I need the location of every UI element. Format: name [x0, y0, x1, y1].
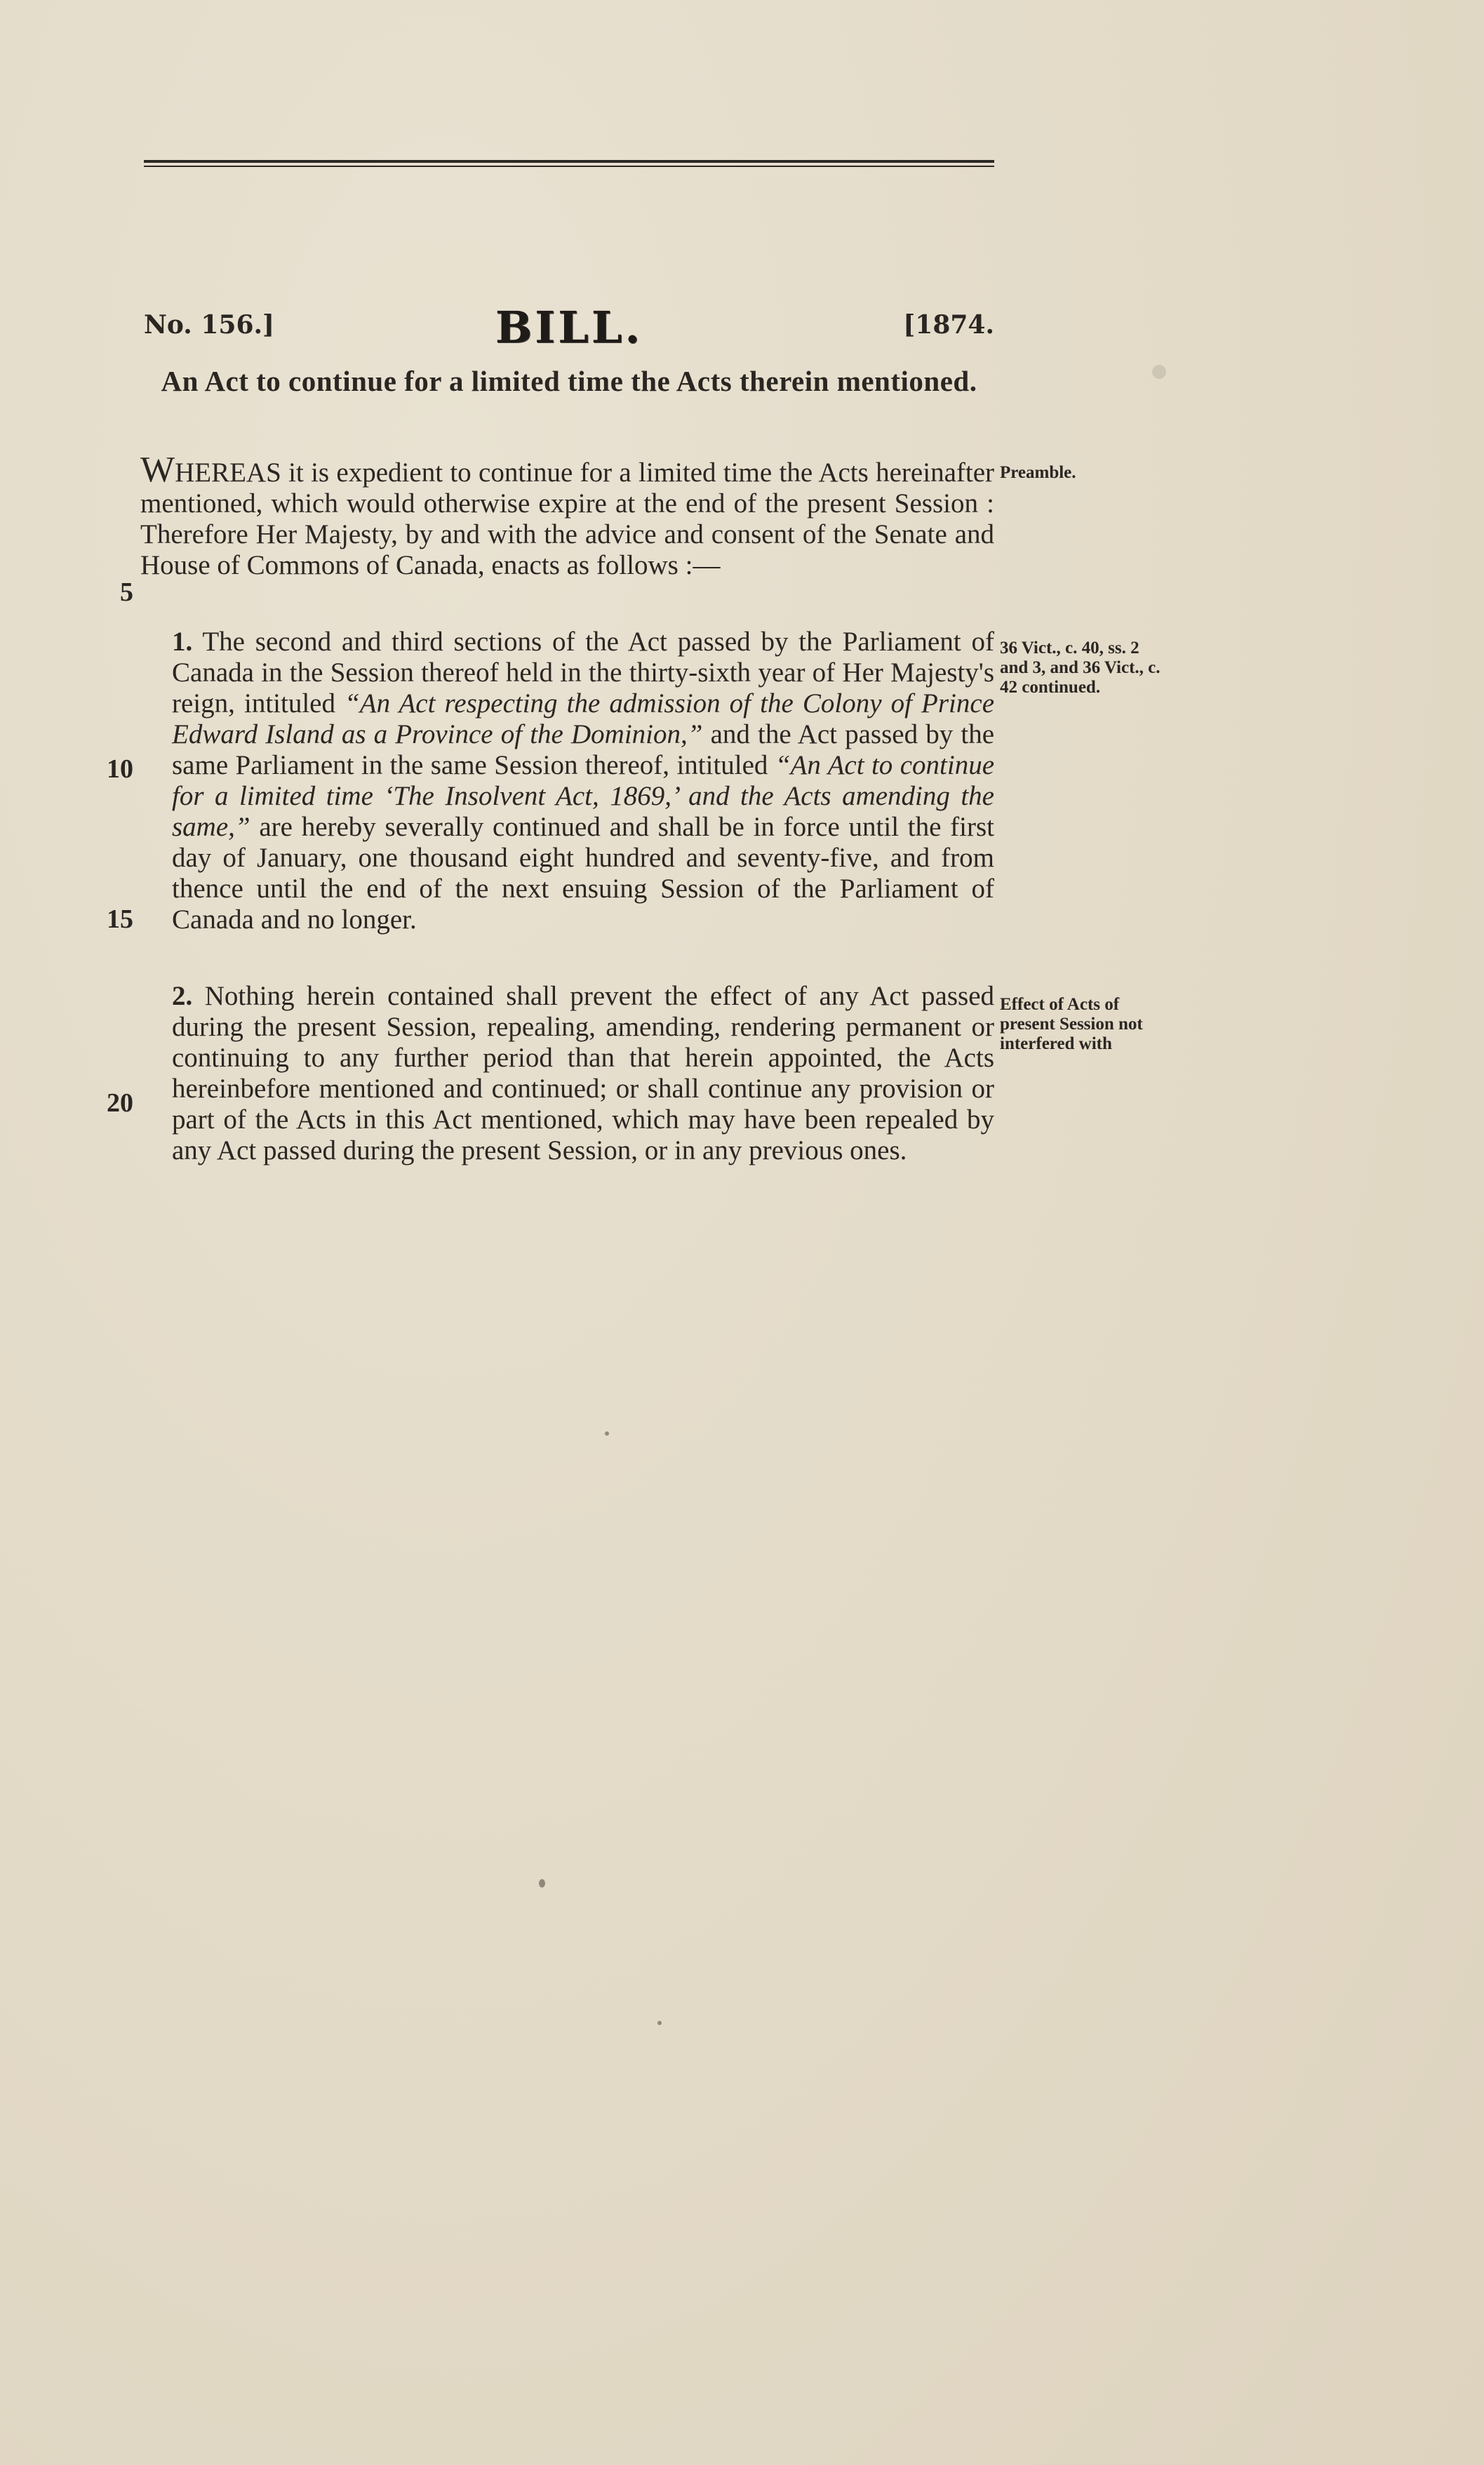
paper-speck	[657, 2021, 662, 2025]
margin-note-preamble: Preamble.	[1000, 463, 1076, 482]
section-1-italic-b: “An Act to continue for a limited time ‘The Insolvent Act, 1869,’ and the Acts amending the same,”	[172, 750, 994, 842]
section-1-number: 1.	[172, 627, 193, 657]
preamble-text: HEREAS it is expedient to continue for a limited time the Acts hereinafter mentioned, which would otherwise expire at the end of the present Session : Therefore Her Majesty, by and with the advice and consent of the Senate and House of Commons of Canada, enacts as follows :—	[140, 457, 994, 580]
bill-header	[144, 302, 994, 358]
section-2-number: 2.	[172, 981, 193, 1011]
section-1-italic-a: “An Act respecting the admission of the Colony of Prince Edward Island as a Province of the Dominion,”	[172, 688, 994, 749]
preamble-paragraph	[140, 450, 994, 581]
act-title: An Act to continue for a limited time the Acts therein mentioned.	[161, 365, 977, 397]
bill-number: No. 156.]	[144, 310, 275, 340]
line-number-5: 5	[120, 577, 133, 607]
paper-speck	[605, 1431, 609, 1436]
section-1-text-a: The second and third sections of the Act passed by the Parliament of Canada in the Session thereof held in the thirty-sixth year of Her Majesty's reign, intituled	[172, 627, 994, 719]
line-number-10: 10	[107, 754, 133, 784]
top-rule	[144, 160, 994, 167]
margin-note-section-2: Effect of Acts of present Session not interfered with	[1000, 995, 1143, 1053]
paper-speck	[1152, 365, 1166, 379]
section-1-text-c: are hereby severally continued and shall be in force until the first day of January, one thousand eight hundred and seventy-five, and from thence until the end of the next ensuing Session of the Parliament of Canada and no longer.	[172, 812, 994, 935]
section-2-text: Nothing herein contained shall prevent the effect of any Act passed during the present Session, repealing, amending, rendering permanent or continuing to any further period than that herein appointed, the Acts hereinbefore mentioned and continued; or shall continue any provision or part of the Acts in this Act mentioned, which may have been repealed by any Act passed during the present Session, or in any previous ones.	[172, 981, 994, 1165]
bill-title: BILL.	[495, 302, 643, 353]
line-number-20: 20	[107, 1088, 133, 1118]
bill-year: [1874.	[903, 310, 994, 340]
paper-speck	[539, 1879, 545, 1888]
preamble-drop-cap: W	[140, 450, 175, 490]
section-1-text-b: and the Act passed by the same Parliament in the same Session thereof, intituled	[172, 719, 995, 780]
section-1-paragraph	[140, 627, 994, 935]
line-number-15: 15	[107, 904, 133, 934]
margin-note-section-1: 36 Vict., c. 40, ss. 2 and 3, and 36 Vict., c. 42 continued.	[1000, 639, 1161, 697]
section-2-paragraph	[140, 981, 994, 1166]
